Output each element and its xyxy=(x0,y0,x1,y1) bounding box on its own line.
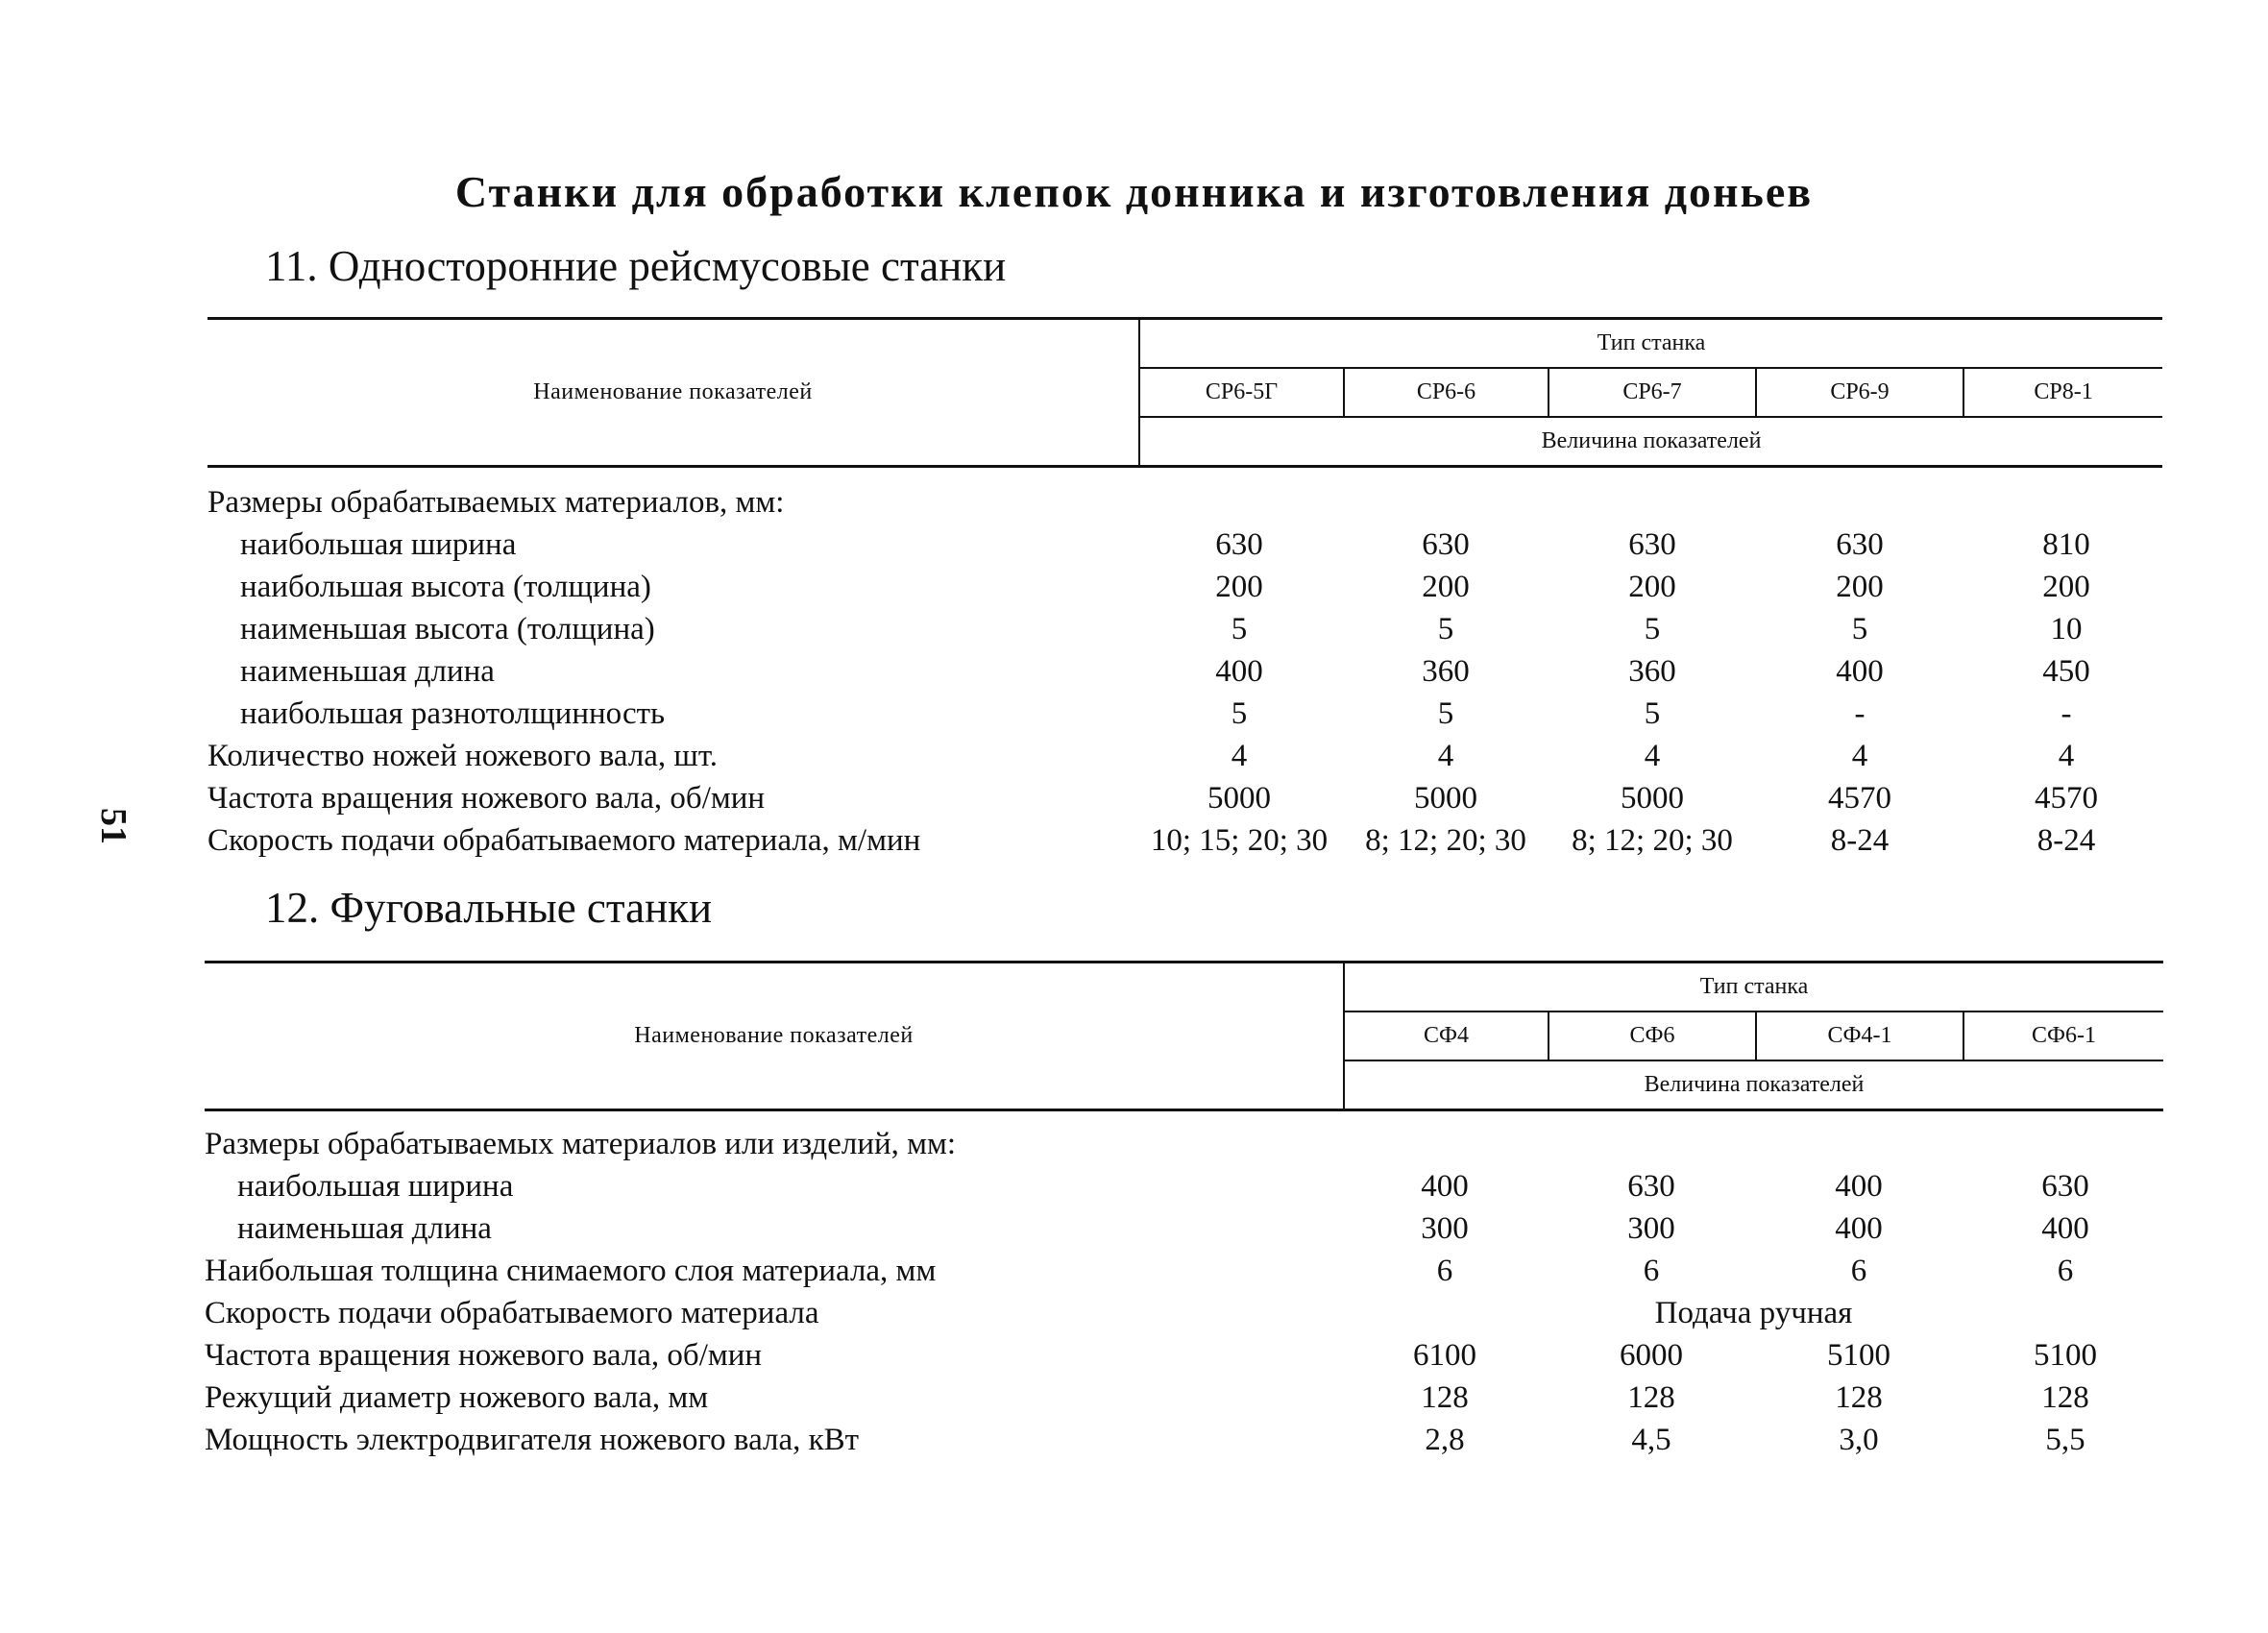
row-value: 450 xyxy=(2042,654,2090,689)
row-value: 200 xyxy=(1422,570,1470,604)
row-value: 630 xyxy=(1836,527,1884,562)
row-value: 400 xyxy=(1835,1169,1883,1204)
table-1-value-header: Величина показателей xyxy=(1139,417,2162,467)
row-value: 5100 xyxy=(1827,1338,1890,1373)
row-value: 5 xyxy=(1644,612,1661,646)
row-value: 6000 xyxy=(1620,1338,1683,1373)
row-label: наибольшая высота (толщина) xyxy=(240,570,651,604)
table-2-name-header: Наименование показателей xyxy=(205,963,1344,1110)
table-row xyxy=(205,1419,2164,1461)
row-label: Размеры обрабатываемых материалов или изделий, мм: xyxy=(205,1127,957,1161)
table-2-column-header: СФ6 xyxy=(1549,1011,1756,1060)
row-value: 4 xyxy=(2058,739,2075,773)
table-1-type-header: Тип станка xyxy=(1139,319,2162,369)
row-value: 5 xyxy=(1231,612,1248,646)
row-label: Скорость подачи обрабатываемого материала xyxy=(205,1296,819,1330)
table-row xyxy=(207,693,2167,735)
row-value: 4570 xyxy=(1828,781,1891,816)
table-1-column-header: СР6-5Г xyxy=(1139,368,1344,417)
row-label: наибольшая разнотолщинность xyxy=(240,696,666,731)
row-value: 810 xyxy=(2042,527,2090,562)
table-row xyxy=(205,1165,2164,1207)
row-value: 4,5 xyxy=(1631,1423,1671,1457)
row-value: 128 xyxy=(2041,1380,2089,1415)
row-label: Скорость подачи обрабатываемого материала, м/мин xyxy=(207,823,921,858)
row-value: 300 xyxy=(1627,1211,1675,1246)
row-value: 128 xyxy=(1627,1380,1675,1415)
row-value: 360 xyxy=(1422,654,1470,689)
table-2-column-header: СФ6-1 xyxy=(1963,1011,2163,1060)
row-value: 400 xyxy=(1421,1169,1469,1204)
row-value: 630 xyxy=(1215,527,1263,562)
row-value: 8; 12; 20; 30 xyxy=(1572,823,1733,858)
row-label: наименьшая высота (толщина) xyxy=(240,612,655,646)
row-value: 4 xyxy=(1644,739,1661,773)
table-1-column-header: СР6-7 xyxy=(1549,368,1756,417)
table-2-column-header: СФ4 xyxy=(1344,1011,1549,1060)
row-label: Частота вращения ножевого вала, об/мин xyxy=(207,781,766,816)
row-value: 630 xyxy=(1422,527,1470,562)
row-value: 200 xyxy=(1215,570,1263,604)
row-value: 400 xyxy=(1215,654,1263,689)
table-row xyxy=(205,1207,2164,1250)
table-2-header xyxy=(205,961,2163,1111)
row-label: Наибольшая толщина снимаемого слоя материала, мм xyxy=(205,1254,937,1288)
table-2-value-header: Величина показателей xyxy=(1344,1060,2163,1110)
row-value: 4 xyxy=(1231,739,1248,773)
table-row xyxy=(207,650,2167,693)
table-2-column-header: СФ4-1 xyxy=(1756,1011,1963,1060)
table-2-body xyxy=(205,1123,2164,1461)
section-1-title: 11. Односторонние рейсмусовые станки xyxy=(265,242,1007,290)
row-value: 2,8 xyxy=(1425,1423,1465,1457)
row-value: 3,0 xyxy=(1839,1423,1879,1457)
row-value: 5100 xyxy=(2034,1338,2097,1373)
row-value: 5 xyxy=(1644,696,1661,731)
table-row xyxy=(207,735,2167,777)
row-label: Мощность электродвигателя ножевого вала, кВт xyxy=(205,1423,860,1457)
table-row xyxy=(205,1123,2164,1165)
table-1-header xyxy=(207,317,2162,468)
table-1-name-header: Наименование показателей xyxy=(207,319,1139,467)
table-1-column-header: СР8-1 xyxy=(1963,368,2162,417)
row-value: 200 xyxy=(1628,570,1676,604)
row-value: 5 xyxy=(1437,696,1454,731)
row-value: 6 xyxy=(1643,1254,1660,1288)
table-row xyxy=(207,524,2167,566)
row-value: 5 xyxy=(1851,612,1868,646)
row-value: 10; 15; 20; 30 xyxy=(1150,823,1329,858)
row-value: 5000 xyxy=(1414,781,1477,816)
row-label: наименьшая длина xyxy=(240,654,495,689)
row-value: 360 xyxy=(1628,654,1676,689)
main-title: Станки для обработки клепок донника и изготовления доньев xyxy=(454,167,1814,216)
table-row xyxy=(207,481,2167,524)
row-value: 5,5 xyxy=(2045,1423,2085,1457)
row-label: наибольшая ширина xyxy=(237,1169,514,1204)
row-value: 200 xyxy=(1836,570,1884,604)
row-value: 5000 xyxy=(1621,781,1684,816)
row-value: 630 xyxy=(2041,1169,2089,1204)
row-value: 630 xyxy=(1628,527,1676,562)
row-value: 128 xyxy=(1835,1380,1883,1415)
row-value: 5000 xyxy=(1207,781,1271,816)
row-label: Размеры обрабатываемых материалов, мм: xyxy=(207,485,785,520)
table-1-column-header: СР6-9 xyxy=(1756,368,1963,417)
table-row xyxy=(205,1377,2164,1419)
section-2-title: 12. Фуговальные станки xyxy=(265,884,713,932)
table-row xyxy=(205,1250,2164,1292)
table-row xyxy=(207,608,2167,650)
row-span-value: Подача ручная xyxy=(1654,1296,1853,1330)
table-2-type-header: Тип станка xyxy=(1344,963,2163,1012)
row-value: 128 xyxy=(1421,1380,1469,1415)
row-value: 6100 xyxy=(1413,1338,1476,1373)
row-value: 6 xyxy=(1436,1254,1453,1288)
row-value: 400 xyxy=(1835,1211,1883,1246)
table-row xyxy=(207,777,2167,819)
table-row xyxy=(207,819,2167,862)
table-1-column-header: СР6-6 xyxy=(1344,368,1549,417)
row-value: 8-24 xyxy=(1830,823,1890,858)
row-value: 5 xyxy=(1437,612,1454,646)
row-value: 400 xyxy=(2041,1211,2089,1246)
row-label: Режущий диаметр ножевого вала, мм xyxy=(205,1380,709,1415)
row-value: 400 xyxy=(1836,654,1884,689)
row-value: 4 xyxy=(1437,739,1454,773)
row-value: 4 xyxy=(1851,739,1868,773)
table-1-body xyxy=(207,481,2167,862)
row-value: - xyxy=(2061,696,2072,731)
row-value: 300 xyxy=(1421,1211,1469,1246)
row-value: 10 xyxy=(2050,612,2083,646)
row-value: 630 xyxy=(1627,1169,1675,1204)
row-label: Количество ножей ножевого вала, шт. xyxy=(207,739,719,773)
table-row xyxy=(205,1292,2164,1334)
page-number: 51 xyxy=(93,808,134,844)
row-value: 6 xyxy=(2057,1254,2074,1288)
row-value: - xyxy=(1854,696,1866,731)
row-label: Частота вращения ножевого вала, об/мин xyxy=(205,1338,763,1373)
table-row xyxy=(207,566,2167,608)
row-value: 200 xyxy=(2042,570,2090,604)
row-value: 8-24 xyxy=(2036,823,2096,858)
table-row xyxy=(205,1334,2164,1377)
row-value: 8; 12; 20; 30 xyxy=(1365,823,1526,858)
row-value: 6 xyxy=(1850,1254,1867,1288)
row-value: 5 xyxy=(1231,696,1248,731)
row-value: 4570 xyxy=(2035,781,2098,816)
row-label: наименьшая длина xyxy=(237,1211,492,1246)
row-label: наибольшая ширина xyxy=(240,527,517,562)
